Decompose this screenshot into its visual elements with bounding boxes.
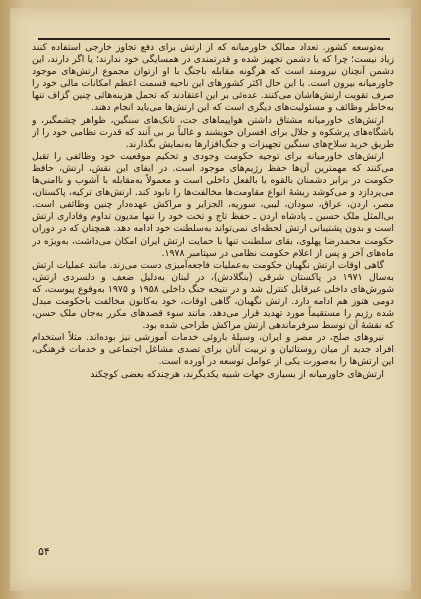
paragraph-1: به‌توسعه کشور. تعداد ممالک خاورمیانه که از ارتش برای دفع تجاوز خارجی استفاده کنند زیاد نیست؛ چرا که یا دشمن تجهیز شده و قدرتمندی در همسایگی خود ندارند؛ یا اگر دارند، این دشمن آنچنان نیرومند است که هرگونه مقابله باجنگ با او ازتوان مجموع ارتش‌های موجود خاورمیانه بیرون است. با این حال اکثر کشورهای این ناحیه قسمت اعظم امکانات مالی خود را صرف تقویت ارتش‌هاشان می‌کنند. عده‌ئی بر این اعتقادند که تحمل هزینه‌هائی چنین گزاف تنها به‌خاطر وظائف و مسئولیت‌های دیگری است که این ارتش‌ها می‌باید انجام دهند.	[32, 42, 394, 114]
body-text	[32, 42, 394, 534]
paragraph-2: ارتش‌های خاورمیانه مشتاق داشتن هواپیماهای جت، تانک‌های سنگین، ظواهر چشمگیر، و باشگاه‌های پرشکوه و جلال برای افسران خویشند و غالباً بر بی آنند که قدرت نظامی خود را از طریق خرید سلاح‌های سنگین تجهیزات و جنگ‌افزارها به‌نمایش بگذارند.	[32, 114, 394, 150]
header-rule	[38, 38, 390, 40]
paragraph-6: ارتش‌های خاورمیانه از بسیاری جهات شبیه یکدیگرند، هرچندکه بعضی کوچکند	[90, 368, 384, 380]
paragraph-3: ارتش‌های خاورمیانه برای توجیه حکومت وجودی و تحکیم موقعیت خود وظائفی را تقبل می‌کنند که مهمترین آن‌ها حفظ رژیم‌های موجود است. در ایفای این نقش، ارتش، حافظ حکومت در برابر دشمنان بالقوه یا بالفعل داخلی است و معمولاً به‌مقابله با آشوب و ناامنی‌ها می‌پردازد و می‌کوشد ریشهٔ انواع مقاومت‌ها مخالفت‌ها را نابود کند. ارتش‌های ترکیه، پاکستان، مصر، اردن، عراق، سودان، لیبی، سوریه، الجزایر و مراکش عهده‌دار چنین وظائفی است. بی‌المثل ملک حسین ـ پادشاه اردن ـ حفظ تاج و تخت خود را تنها مدیون تداوم وفاداری ارتش است و بدون پشتیبانی ارتش لحظه‌ای نمی‌تواند به‌سلطنت خود ادامه دهد. همچنان که در دوران حکومت محمدرضا پهلوی، بقای سلطنت تنها با حمایت ارتش ایران امکان می‌داشت، به‌ویژه در ماه‌های آخر و پس از اعلام حکومت نظامی در سپتامبر ۱۹۷۸.	[32, 150, 394, 259]
page-number: ۵۴	[38, 545, 50, 558]
paragraph-5: نیروهای صلح، در مصر و ایران، وسیلهٔ باروئی خدمات آموزشی نیز بوده‌اند. مثلاً استخدام افراد جدید از میان روستائیان و تربیت آنان برای تصدی مشاغل اجتماعی و خدمات فرهنگی، این ارتش‌ها را به‌صورت یکی از عوامل توسعه در آورده است.	[32, 332, 394, 368]
paragraph-4: گاهی اوقات ارتش نگهبان حکومت به‌عملیات فاجعه‌آمیزی دست می‌زند. مانند عملیات ارتش به‌سال ۱۹۷۱ در پاکستان شرقی (بنگلادش)، در لبنان به‌دلیل ضعف و دلسردی ارتش، شورش‌های داخلی غیرقابل کنترل شد و در نتیجه جنگ داخلی ۱۹۵۸ و ۱۹۷۵ به‌وقوع پیوست، که دومی هنوز هم ادامه دارد. ارتش نگهبان، گاهی اوقات، خود به‌کانون مخالفت با‌حکومت مبدل شده رژیم را مستقیماً مورد تهدید قرار می‌دهد. مانند سوء قصدهای مکرر به‌جان ملک حسن، که نقشهٔ آن توسط سرفرماندهی ارتش مراکش طراحی شده بود.	[32, 259, 394, 332]
